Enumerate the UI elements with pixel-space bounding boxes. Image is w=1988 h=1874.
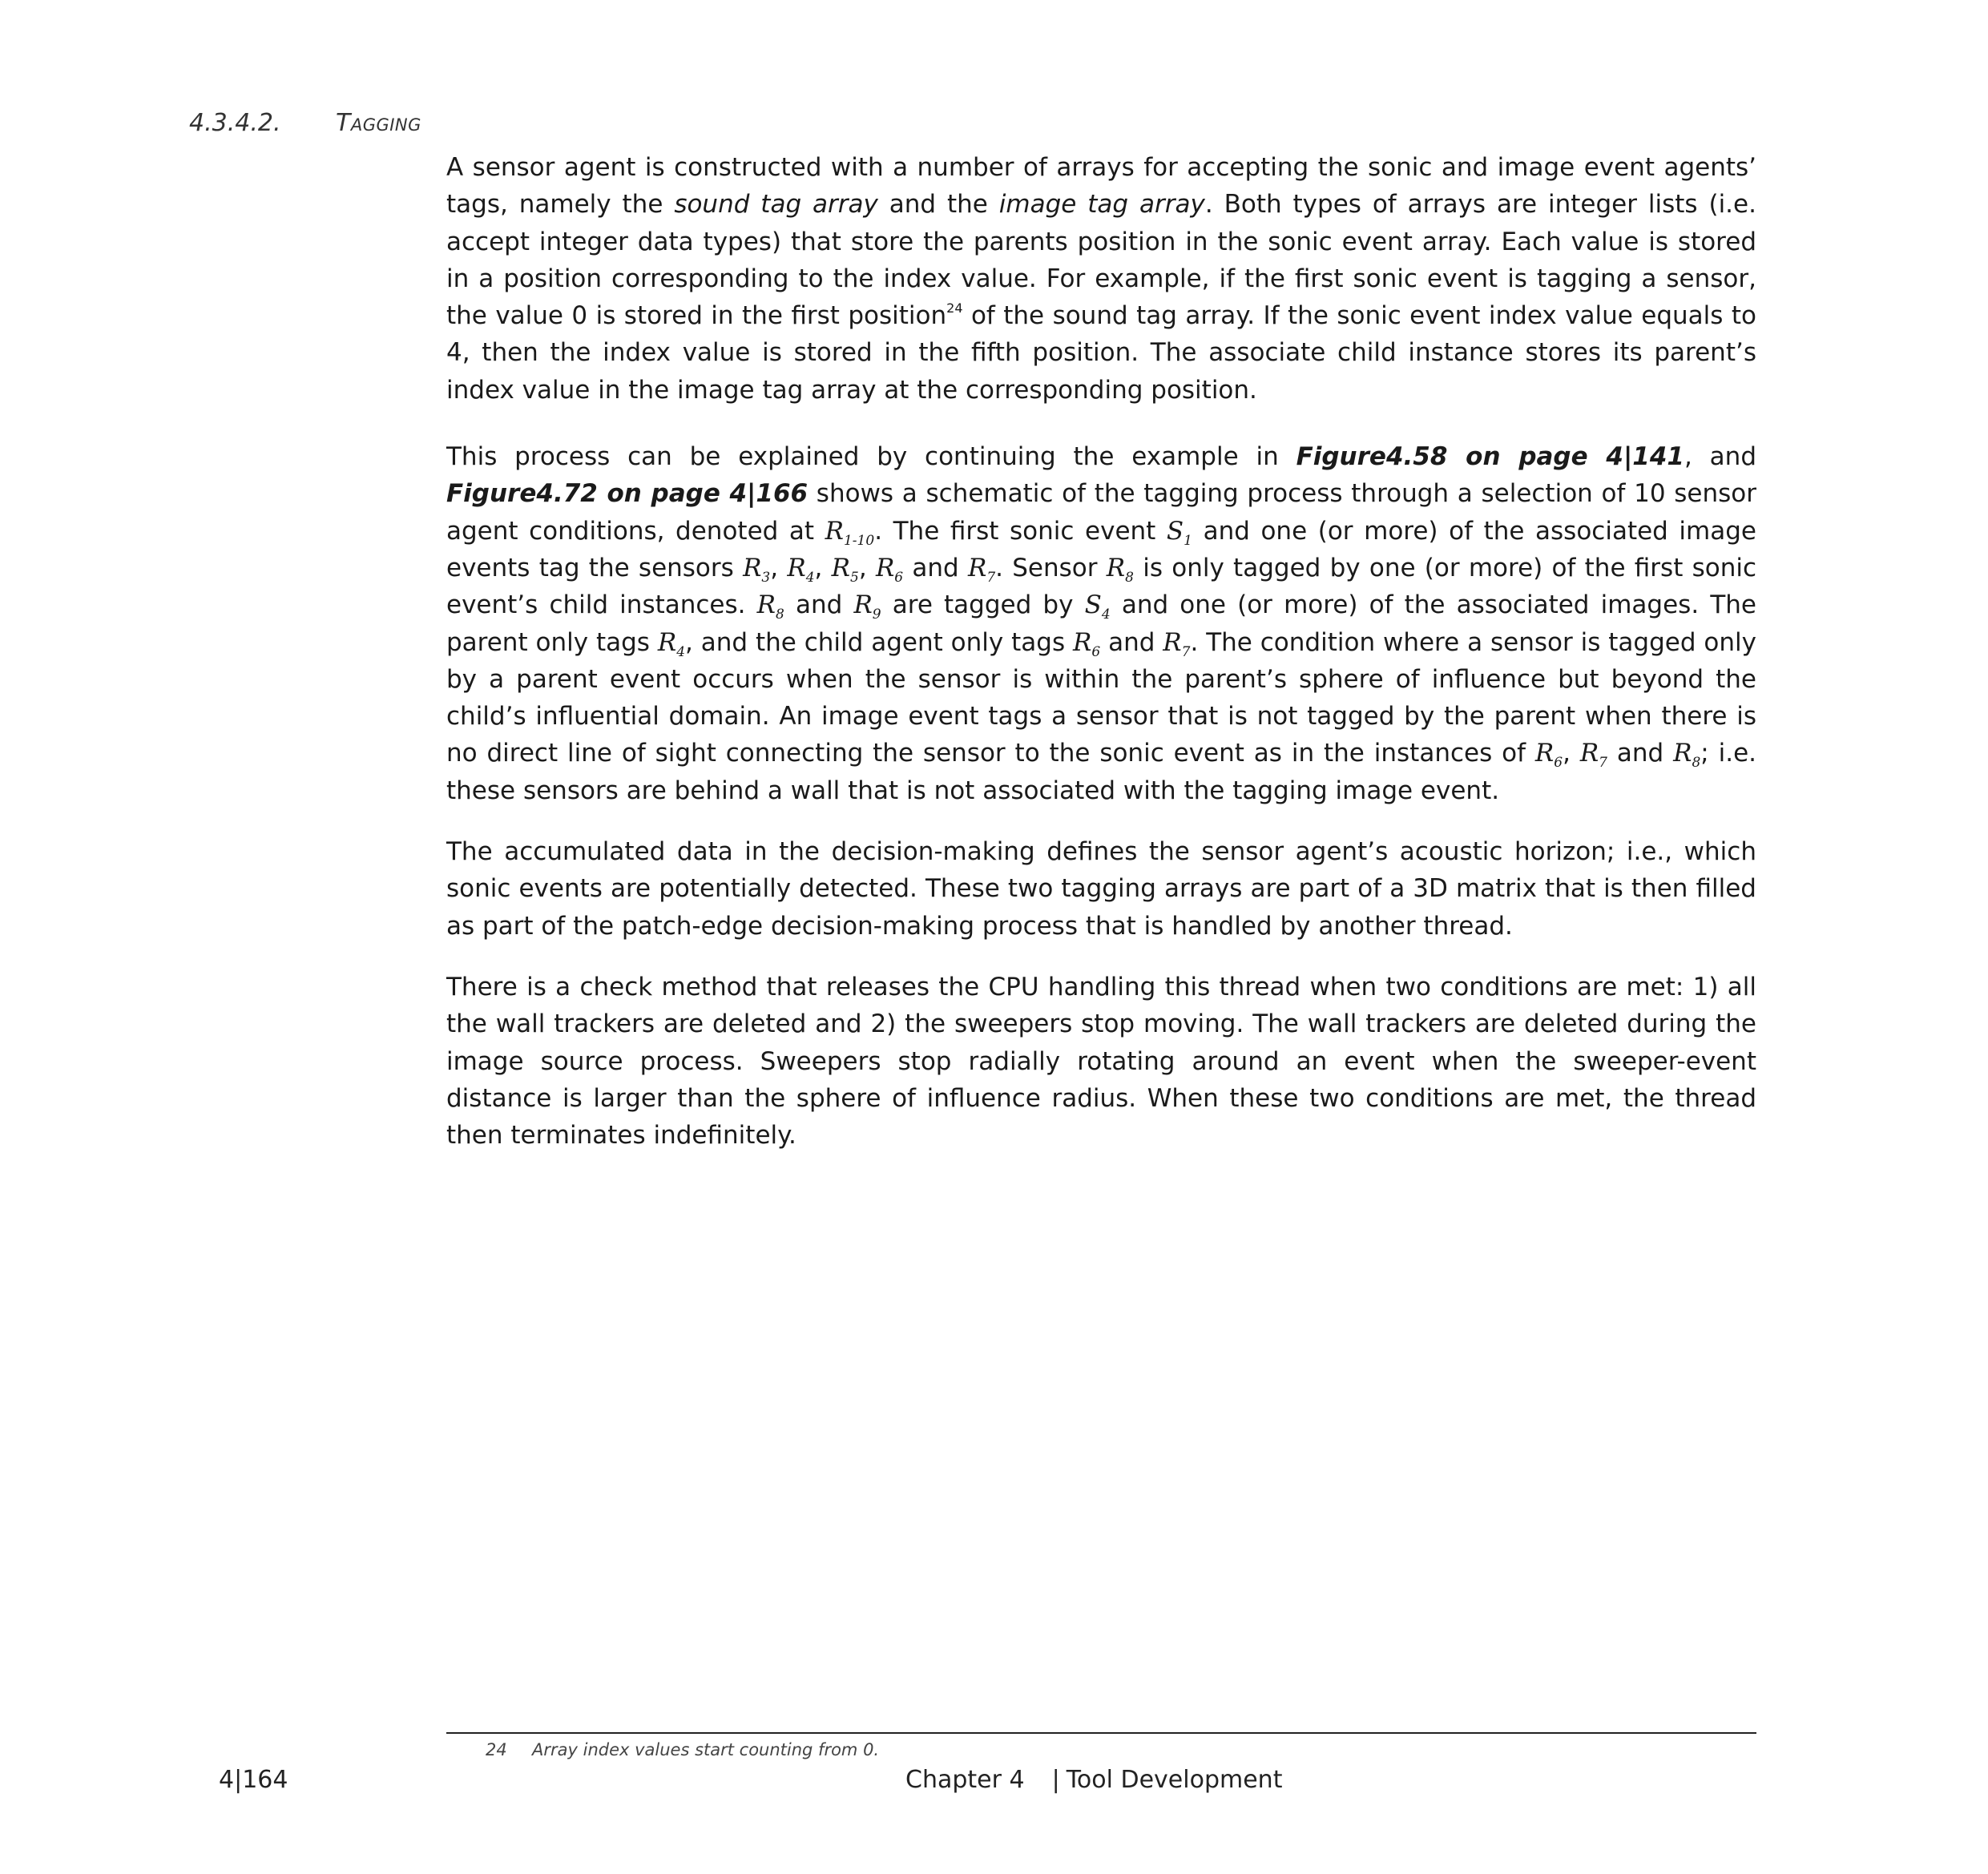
- math-symbol: $R_7$: [967, 553, 996, 586]
- math-symbol: $R_9$: [853, 590, 881, 623]
- p1-text: A sensor agent is constructed with a number of arrays for accepting the sonic and image event agents’ tags, namely the: [446, 153, 1756, 220]
- math-symbol: $R_6$: [875, 553, 904, 586]
- math-symbol: $R_7$: [1163, 627, 1191, 660]
- p2-text: is only tagged by one (or more) of the first sonic event’s child instances.: [446, 553, 1757, 620]
- math-symbol: $R_8$: [1106, 553, 1134, 586]
- page-number: 4|164: [219, 1766, 288, 1794]
- math-symbol: $R_6$: [1073, 627, 1101, 660]
- p2-text: , and: [1684, 442, 1756, 472]
- math-symbol: $R_8$: [1673, 739, 1701, 772]
- figure-reference-link[interactable]: Figure4.72 on page 4|166: [446, 479, 809, 509]
- math-symbol: $R_8$: [756, 590, 784, 623]
- paragraph-2: This process can be explained by continuing the example in Figure4.58 on page 4|141, and Figure4.72 on page 4|166 shows a schematic of the tagging process through a selection of 10 sensor agent conditions, denoted at $R_{1-10}$. The first sonic event $S_1$ and one (or more) of the associated image events tag the sensors $R_3$, $R_4$, $R_5$, $R_6$ and $R_7$. Sensor $R_8$ is only tagged by one (or more) of the first sonic event’s child instances. $R_8$ and $R_9$ are tagged by $S_4$ and one (or more) of the associated images. The parent only tags $R_4$, and the child agent only tags $R_6$ and $R_7$. The condition where a sensor is tagged only by a parent event occurs when the sensor is within the parent’s sphere of influence but beyond the child’s influential domain. An image event tags a sensor that is not tagged by the parent when there is no direct line of sight connecting the sensor to the sonic event as in the instances of $R_6$, $R_7$ and $R_8$; i.e. these sensors are behind a wall that is not associated with the tagging image event.: [446, 442, 1757, 805]
- footnote-divider: [446, 1732, 1756, 1734]
- p2-text: , and the child agent only tags: [685, 627, 1074, 657]
- section-number: 4.3.4.2.: [189, 109, 281, 137]
- chapter-label: Chapter 4: [905, 1766, 1025, 1794]
- p2-text: and: [784, 590, 854, 620]
- math-symbol: $R_4$: [657, 627, 686, 660]
- math-symbol: $S_4$: [1084, 590, 1111, 623]
- p2-text: and: [1607, 739, 1674, 768]
- footnote-text: Array index values start counting from 0.: [532, 1740, 880, 1759]
- p1-text: of the sound tag array. If the sonic event index value equals to 4, then the index value is stored in the fifth position. The associate child instance stores its parent’s index value in the image tag array at the corresponding position.: [446, 301, 1756, 405]
- footnote: [486, 1740, 879, 1759]
- p2-text: . The condition where a sensor is tagged only by a parent event occurs when the sensor is within the parent’s sphere of influence but beyond the child’s influential domain. An image event tags a sensor that is not tagged by the parent when there is no direct line of sight connecting the sensor to the sonic event as in the instances of: [446, 627, 1756, 768]
- section-heading: [189, 109, 421, 137]
- running-footer: [905, 1766, 1282, 1794]
- math-symbol: $R_5$: [831, 553, 859, 586]
- p2-text: shows a schematic of the tagging process through a selection of 10 sensor agent conditions, denoted at: [446, 479, 1756, 546]
- image-tag-array-term: image tag array: [998, 190, 1205, 220]
- paragraph-1: [446, 149, 1756, 409]
- sound-tag-array-term: sound tag array: [674, 190, 878, 220]
- p1-text: and the: [877, 190, 999, 220]
- math-symbol: $R_4$: [787, 553, 815, 586]
- p2-text: and: [903, 553, 968, 582]
- paragraph-4: There is a check method that releases the CPU handling this thread when two conditions are met: 1) all the wall trackers are deleted and 2) the sweepers stop moving. The wall trackers are deleted during the image source process. Sweepers stop radially rotating around an event when the sweeper-event distance is larger than the sphere of influence radius. When these two conditions are met, the thread then terminates indefinitely.: [446, 972, 1756, 1151]
- p2-text: and one (or more) of the associated images. The parent only tags: [446, 590, 1756, 657]
- p2-text: This process can be explained by continuing the example in: [446, 442, 1296, 472]
- chapter-title: Tool Development: [1066, 1766, 1283, 1794]
- math-symbol: $R_{1-10}$: [825, 516, 875, 549]
- footer-separator: |: [1051, 1766, 1060, 1794]
- section-title: Tagging: [336, 109, 421, 137]
- p2-text: are tagged by: [881, 590, 1085, 620]
- math-symbol: $R_3$: [743, 553, 771, 586]
- figure-reference-link[interactable]: Figure4.58 on page 4|141: [1296, 442, 1684, 472]
- footnote-number: 24: [486, 1740, 507, 1759]
- p2-text: . Sensor: [995, 553, 1107, 582]
- math-symbol: $R_6$: [1534, 739, 1563, 772]
- p1-text: . Both types of arrays are integer lists (i.e. accept integer data types) that store the parents position in the sonic event array. Each value is stored in a position corresponding to the index value. For example, if the first sonic event is tagging a sensor, the value 0 is stored in the first position: [446, 190, 1756, 331]
- math-symbol: $R_7$: [1579, 739, 1607, 772]
- p2-text: and: [1100, 627, 1163, 657]
- body-text: [446, 149, 1756, 1154]
- paragraph-3: The accumulated data in the decision-making defines the sensor agent’s acoustic horizon; i.e., which sonic events are potentially detected. These two tagging arrays are part of a 3D matrix that is then filled as part of the patch-edge decision-making process that is handled by another thread.: [446, 837, 1756, 941]
- p2-text: and one (or more) of the associated image events tag the sensors: [446, 516, 1756, 582]
- p2-text: ; i.e. these sensors are behind a wall that is not associated with the tagging image event.: [446, 739, 1756, 805]
- math-symbol: $S_1$: [1166, 516, 1192, 549]
- footnote-reference[interactable]: 24: [946, 300, 963, 316]
- p2-text: . The first sonic event: [874, 516, 1167, 546]
